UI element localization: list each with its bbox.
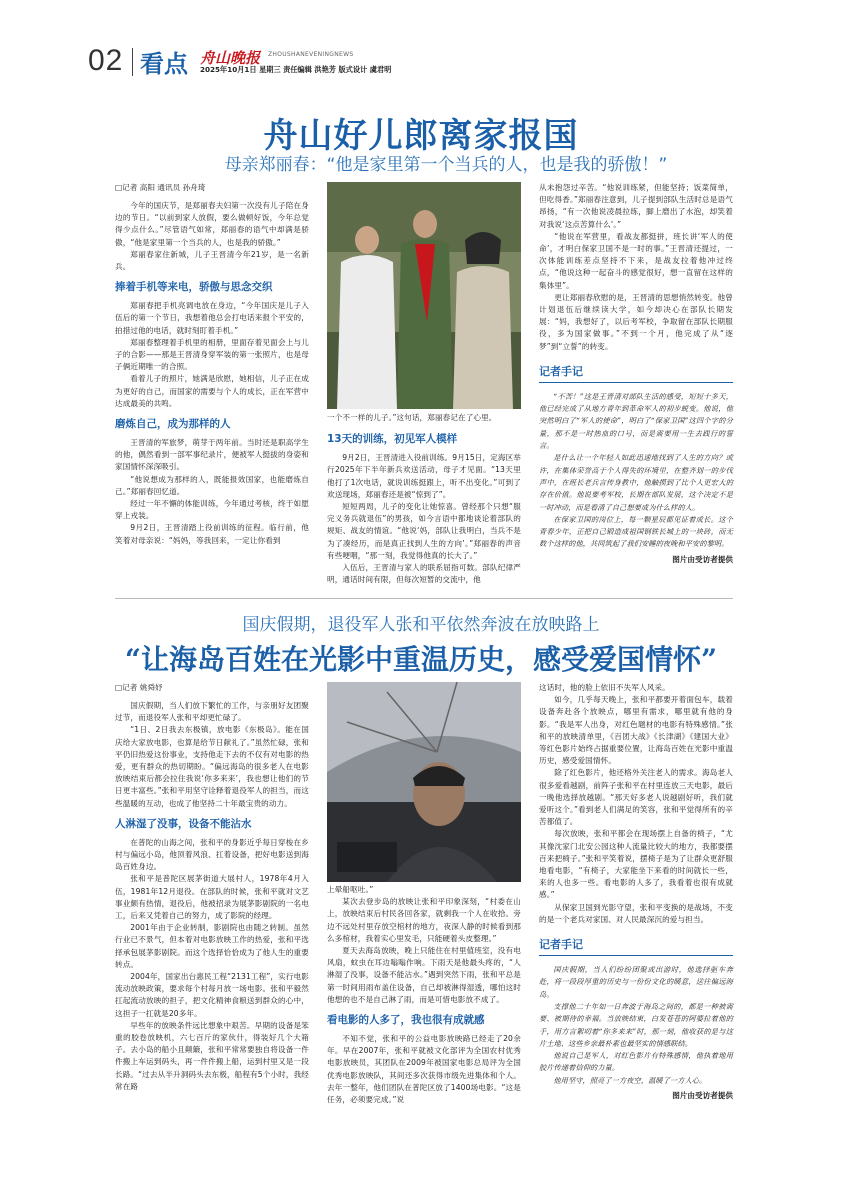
article2-kicker: 国庆假期，退役军人张和平依然奔波在放映路上 bbox=[242, 615, 600, 635]
article1-title: 舟山好儿郎离家报国 bbox=[263, 116, 579, 156]
paragraph: 这话时，他的脸上依旧不失军人风采。 bbox=[539, 683, 670, 692]
photo-credit: 图片由受访者提供 bbox=[672, 1091, 733, 1101]
article-divider bbox=[115, 598, 733, 599]
article2-byline: □记者 姚舜妤 bbox=[115, 683, 163, 692]
paper-logo: 舟山晚报 bbox=[200, 49, 261, 67]
paragraph: 是什么让一个年轻人如此迅速地找到了人生的方向？或许，在集体荣誉高于个人得失的环境里，在整齐划一的步伐声中，在班长老兵言传身教中，他触摸到了比个人更宏大的存在价值。他说要考军校，长期在部队发展，这个决定不是一时冲动，而是看清了自己想要成为什么样的人。 bbox=[539, 453, 733, 512]
paragraph: 9月2日，王晋清进入役前训练。9月15日，定海区举行2025年下半年新兵欢送活动，母子才见面。“13天里他打了1次电话，就说训练挺跟上，听不出变化。”可到了欢送现场，郑丽春还是被“惊到了”。 bbox=[327, 453, 521, 499]
paragraph: 2004年，国家出台惠民工程“2131工程”，实行电影流动放映政策，要求每个村每月放一场电影。张和平毅然扛起流动放映的担子，把文化精神食粮送到群众的心中，这担子一扛就是20多年。 bbox=[115, 972, 309, 1018]
paragraph: “不苦！”这是王晋清对部队生活的感受，短短十多天，他已经完成了从地方青年到革命军人的初步蜕变。他说，他突然明白了“军人的使命”，明白了“保家卫国”这四个字的分量，那不是一时热血的口号，而是需要用一生去践行的誓言。 bbox=[539, 391, 733, 451]
paragraph: 在普陀的山海之间，张和平的身影近乎每日穿梭在乡村与偏远小岛，他顶着风浪、扛着设备，把好电影送到海岛百姓身边。 bbox=[115, 837, 309, 872]
paragraph: 上晕船呕吐。” bbox=[327, 885, 374, 894]
section-name: 看点 bbox=[140, 49, 188, 78]
article1-subtitle: 母亲郑丽春：“他是家里第一个当兵的人，也是我的骄傲！” bbox=[224, 155, 668, 175]
paragraph: 从未抱怨过辛苦。“他说训练紧，但能坚持；饭菜简单，但吃得香。”郑丽春注意到，儿子提到部队生活时总是语气昂扬，“有一次他说凌晨拉练，脚上磨出了水泡，却笑着对我说‘这点苦算什么’。” bbox=[539, 183, 733, 229]
article2-column-3 bbox=[539, 682, 733, 1101]
paragraph: 今年的国庆节，是郑丽春夫妇第一次没有儿子陪在身边的节日。“以前到家人放假，要么做顿好饭，今年总觉得少点什么。”尽管语气如常，郑丽春的语气中却满是骄傲，“他是家里第一个当兵的人，也是我的骄傲。” bbox=[115, 201, 309, 247]
article2-column-1 bbox=[115, 682, 309, 1093]
editor-note-title: 记者手记 bbox=[539, 936, 733, 956]
article2-subhead-2: 看电影的人多了，我也很有成就感 bbox=[327, 1014, 485, 1027]
article2-photo-projectionist bbox=[327, 682, 521, 882]
paragraph: 国庆假期，当人们纷纷团聚或出游时，他选择驱车奔赴，将一段段厚重的历史与一份份文化的暖意，送往偏远海岛。 bbox=[539, 965, 733, 999]
paragraph: 看着儿子的照片，她满是欣慰，她相信，儿子正在成为更好的自己，而国家的需要与个人的成长，正在军营中达成最美的共鸣。 bbox=[115, 374, 309, 408]
article1-subhead-2: 磨炼自己，成为那样的人 bbox=[115, 418, 231, 431]
paragraph: 短短两周，儿子的变化让她惊喜。曾经那个只想“服完义务兵就退伍”的男孩，如今言语中都地谈论着部队的规矩、战友的情谊。“他说‘妈，部队让我明白，当兵不是为了凑经历，而是真正找到人生的方向’。”郑丽春的声音有些哽咽，“那一刻，我觉得他真的长大了。” bbox=[327, 502, 521, 560]
paragraph: “他说在军营里，看战友都挺拼，班长讲‘军人的使命’，才明白保家卫国不是一时的事。”王晋清还提过，一次体能训练差点坚持不下来，是战友拉着他冲过终点，“他说这种一起奋斗的感觉很好，想一直留在这样的集体里”。 bbox=[539, 231, 733, 290]
paragraph: 他说自己是军人，对红色影片有特殊感情，他执着地用胶片传递着信仰的力量。 bbox=[539, 1051, 733, 1073]
paragraph: 郑丽春家住新城，儿子王晋清今年21岁，是一名新兵。 bbox=[115, 249, 309, 272]
paragraph: 入伍后，王晋清与家人的联系屈指可数。部队纪律严明，通话时间有限，但每次短暂的交流中，他 bbox=[327, 563, 521, 585]
paragraph: 张和平是普陀区展茅街道大展村人，1978年4月入伍，1981年12月退役。在部队的时候，张和平就对文艺事业颇有热情，退役后，他被招录为展茅影剧院的一名电工，后来又凭着自己的努力，成了影院的经理。 bbox=[115, 874, 309, 921]
header-divider bbox=[132, 48, 133, 76]
article1-column-2 bbox=[327, 412, 521, 586]
paragraph: 如今，几乎每天晚上，张和平都要开着面包车，载着设备奔赴各个放映点，哪里有需求，哪里就有他的身影。“我是军人出身，对红色题材的电影有特殊感情。”张和平的放映清单里，《百团大战》《长津湖》《建国大业》等红色影片始终占据重要位置，让海岛百姓在光影中重温历史，感受爱国情怀。 bbox=[539, 695, 733, 766]
paragraph: 在保家卫国的岗位上，每一颗星辰都见证着成长。这个青春少年，正把自己锻造成祖国钢铁长城上的一块砖，而无数个这样的他，共同筑起了我们安睡的夜晚和平安的黎明。 bbox=[539, 514, 733, 549]
paragraph: 王晋清的军旅梦，萌芽于两年前。当时还是职高学生的他，偶然看到一部军事纪录片，便被军人挺拔的身姿和家国情怀深深吸引。 bbox=[115, 438, 309, 472]
paragraph: 支撑他二十年如一日奔波于海岛之间的，都是一种被需要、被期待的幸福。当放映结束，白发苍苍的阿婆拉着他的手，用方言絮叨着“你多来来”时，那一刻，他收获的是与这片土地、这些乡亲最朴素也最坚实的情感联结。 bbox=[539, 1001, 733, 1048]
paragraph: 每次放映，张和平都会在现场摆上自备的椅子，“尤其像沈家门北安公园这种人流量比较大的地方，我都要摆百来把椅子。”张和平笑着说，摆椅子是为了让群众更舒服地看电影，“有椅子，大家能坐下来看的时间就长一些，来的人也多一些。看电影的人多了，我看着也很有成就感。” bbox=[539, 829, 733, 900]
article1-editor-note bbox=[539, 363, 733, 565]
page-number: 02 bbox=[88, 44, 124, 77]
projectionist-photo-illustration bbox=[327, 682, 521, 882]
paragraph: 郑丽春整理着手机里的相册，里面存着见面会上与儿子的合影——那是王晋清身穿军装的第一张照片，也是母子俩近期唯一的合照。 bbox=[115, 337, 309, 372]
date-line: 2025年10月1日 星期三 责任编辑 洪艳芳 版式设计 虞君明 bbox=[200, 65, 392, 74]
paragraph: 早些年的放映条件远比想象中艰苦。早期的设备是笨重的胶卷放映机，六七百斤的家伙什，得装好几个大箱子。去小岛的船小且颠簸，张和平常常要独自将设备一件件搬上车运到码头，再一件件搬上船，运到村里又是一段长路。“过去从半升洞码头去东极，船程有5个小时，我经常在路 bbox=[115, 1020, 309, 1091]
article1-subhead-1: 捧着手机等来电，骄傲与思念交织 bbox=[115, 281, 273, 294]
editor-note-title: 记者手记 bbox=[539, 363, 733, 383]
article2-title: “让海岛百姓在光影中重温历史，感受爱国情怀” bbox=[124, 643, 718, 676]
paragraph: 一个不一样的儿子。”这句话，郑丽春记在了心里。 bbox=[327, 413, 497, 422]
paragraph: 2001年由于企业转制，影剧院也由随之转制。虽然行业已不景气，但本着对电影放映工作的热爱，张和平选择承包展茅影剧院。而这个选择恰恰成为了他人生的重要转点。 bbox=[115, 923, 309, 969]
article1-byline: □记者 高阳 通讯员 孙舟琦 bbox=[115, 183, 206, 192]
family-photo-illustration bbox=[327, 182, 521, 409]
article1-column-1 bbox=[115, 182, 309, 547]
article2-column-2 bbox=[327, 884, 521, 1106]
paragraph: 不知不觉，张和平的公益电影放映路已经走了20余年。早在2007年，张和平就被文化部评为全国农村优秀电影放映员，其团队在2009年被国家电影总局评为全国优秀电影放映队，其间还多次获得市级先进集体和个人。去年一整年，他们团队在普陀区放了1400场电影。“这是任务，必须要完成。”说 bbox=[327, 1034, 521, 1105]
photo-credit: 图片由受访者提供 bbox=[672, 554, 733, 564]
article1-column-3 bbox=[539, 182, 733, 565]
page-header bbox=[88, 42, 808, 82]
paragraph: “他说想成为那样的人，既能报效国家，也能磨炼自己。”郑丽春回忆道。 bbox=[115, 474, 309, 496]
paragraph: 经过一年不懈的体能训练，今年通过考核，终于如愿穿上戎装。 bbox=[115, 499, 309, 521]
paragraph: 更让郑丽春欣慰的是，王晋清的思想悄然转变。他曾计划退伍后继续读大学，如今却决心在部队长期发展：“妈，我想好了，以后考军校，争取留在部队长期服役，多为国家做事。”不到一个月，他完成了从“逐梦”到“立誓”的转变。 bbox=[539, 292, 733, 351]
paragraph: “1日、2日我去东极镇，放电影《东极岛》。能在国庆给大家放电影，也算是给节日献礼了。”虽然忙碌，张和平仍旧热爱这份事业，支持他走下去的不仅有对电影的热爱，更有群众的热切期盼。“偏远海岛的很多老人在电影放映结束后都会拉住我说‘你多来来’，我也想让他们的节日更丰富些。”张和平用坚守诠释着退役军人的担当，而这些温暖的互动，也成了他坚持二十年最宝贵的动力。 bbox=[115, 725, 309, 808]
paragraph: 某次去登步岛的放映让张和平印象深刻，“村委在山上，放映结束后村民各回各家，就剩我一个人在收拾。旁边不远处村里存放空棺材的地方，夜深人静的时候看到那么多棺材，我着实心里发毛，只能硬着头皮整理。” bbox=[327, 897, 521, 943]
paper-name-en: ZHOUSHANEVENINGNEWS bbox=[268, 51, 354, 58]
paragraph: 夏天去海岛放映，晚上只能住在村里值班室，没有电风扇，蚊虫在耳边嗡嗡作响。下雨天是他最头疼的，“人淋湿了没事，设备不能沾水。”遇到突然下雨，张和平总是第一时间用雨布盖住设备，自己却被淋得湿透，哪怕这时他想的也不是自己淋了雨，而是可惜电影放不成了。 bbox=[327, 946, 521, 1004]
paragraph: 郑丽春把手机亮调电放在身边，“今年国庆是儿子入伍后的第一个节日，我想着他总会打电话来报个平安的，拍措过他的电话，就时刻盯着手机。” bbox=[115, 301, 309, 335]
paragraph: 除了红色影片，他还格外关注老人的需求。海岛老人很多爱看越剧，前阵子张和平在村里连放三天电影，最后一晚他选择放越剧。“那天好多老人说越剧好听，我们就爱听这个。”看到老人们满足的笑容，张和平觉得所有的辛苦都值了。 bbox=[539, 768, 733, 827]
paragraph: 9月2日，王晋清踏上役前训练的征程。临行前，他笑着对母亲说：“妈妈，等我回来，一定让你看到 bbox=[115, 523, 309, 545]
article2-subhead-1: 人淋湿了没事，设备不能沾水 bbox=[115, 817, 252, 830]
paragraph: 国庆假期，当人们放下繁忙的工作，与亲朋好友团聚过节，而退役军人张和平却更忙碌了。 bbox=[115, 701, 309, 723]
article1-subhead-3: 13天的训练，初见军人模样 bbox=[327, 433, 458, 446]
paragraph: 从保家卫国到光影守望，张和平变换的是战场，不变的是一个老兵对家国、对人民最深沉的爱与担当。 bbox=[539, 902, 733, 924]
paragraph: 他用坚守，照亮了一方夜空，温暖了一方人心。 bbox=[553, 1075, 707, 1085]
article1-photo-family bbox=[327, 182, 521, 409]
article2-editor-note bbox=[539, 936, 733, 1101]
